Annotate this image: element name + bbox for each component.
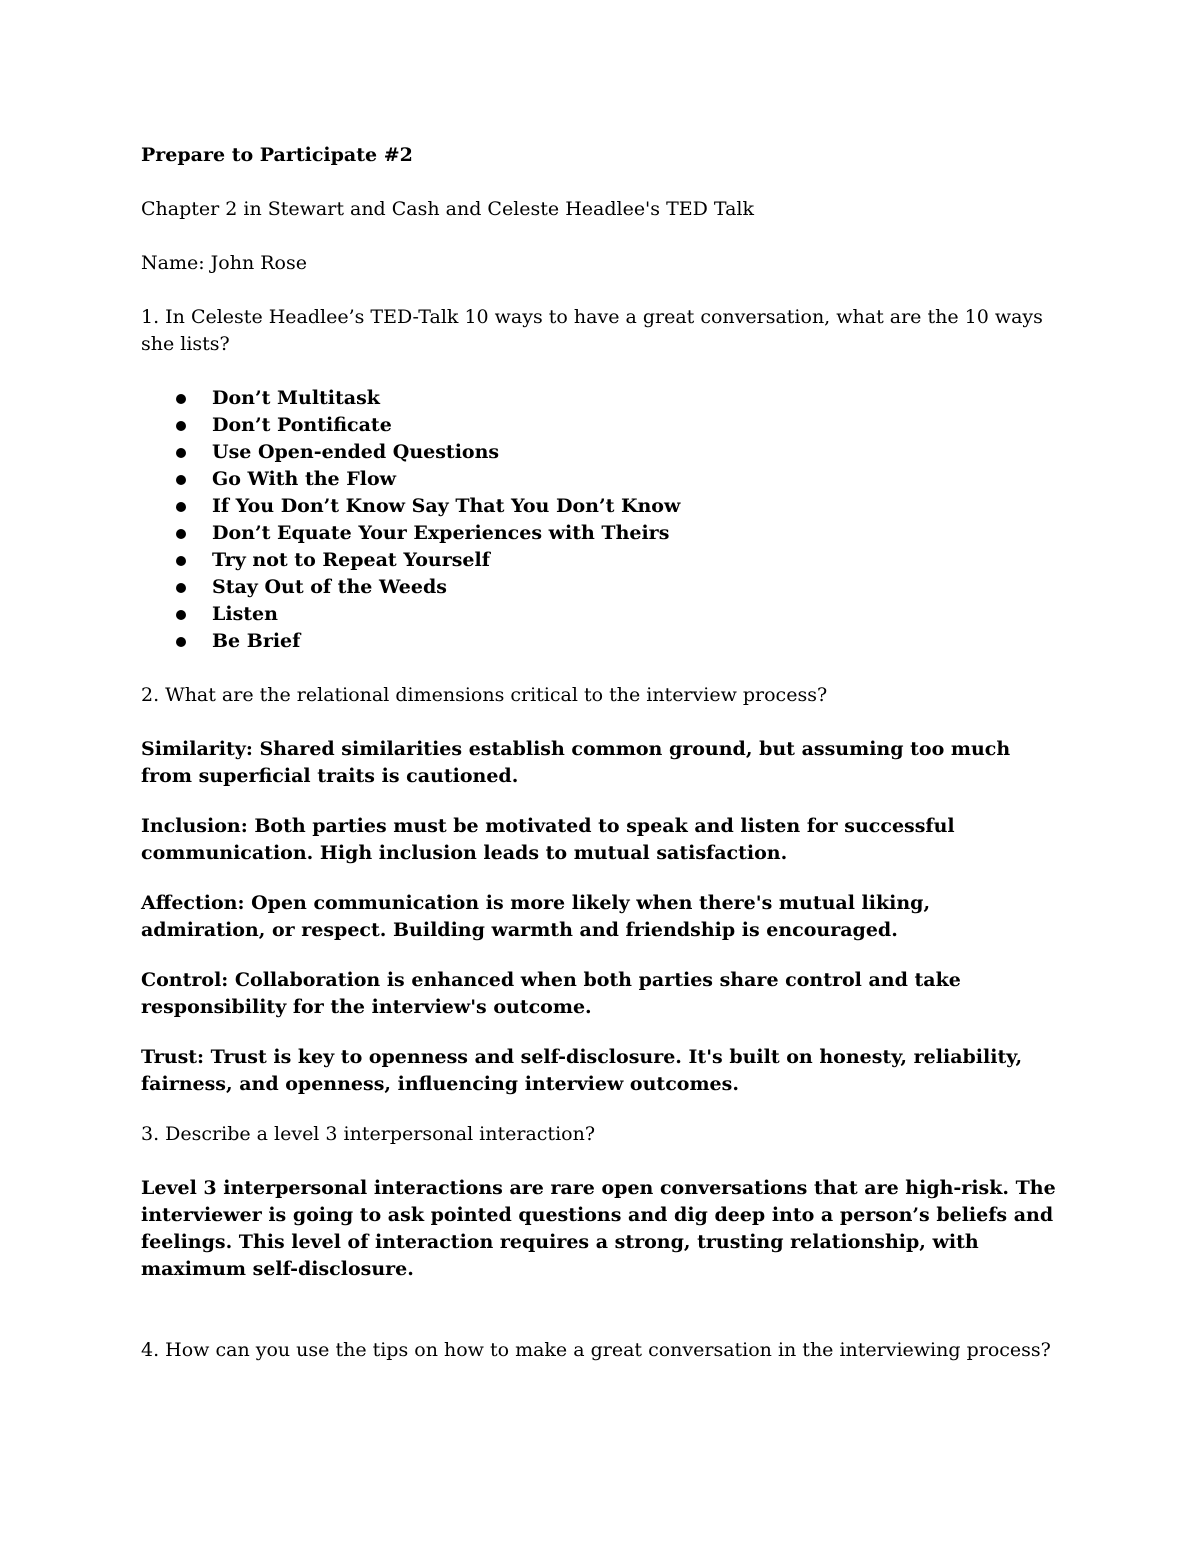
list-item: Go With the Flow [141, 466, 1061, 493]
list-item: Don’t Pontificate [141, 412, 1061, 439]
bullet-icon [176, 448, 186, 458]
ten-ways-list [141, 385, 1061, 655]
document-title: Prepare to Participate #2 [141, 144, 413, 166]
answer-trust: Trust: Trust is key to openness and self-disclosure. It's built on honesty, reliability, fairness, and openness, influencing interview outcomes. [141, 1046, 1023, 1095]
bullet-icon [176, 475, 186, 485]
bullet-icon [176, 502, 186, 512]
list-item: Try not to Repeat Yourself [141, 547, 1061, 574]
answer-inclusion: Inclusion: Both parties must be motivated to speak and listen for successful communication. High inclusion leads to mutual satisfaction. [141, 815, 955, 864]
document-body [141, 142, 1061, 1391]
answer-control: Control: Collaboration is enhanced when both parties share control and take responsibility for the interview's outcome. [141, 969, 961, 1018]
bullet-icon [176, 637, 186, 647]
bullet-icon [176, 556, 186, 566]
answer-similarity: Similarity: Shared similarities establish common ground, but assuming too much from superficial traits is cautioned. [141, 738, 1011, 787]
bullet-icon [176, 610, 186, 620]
document-subtitle: Chapter 2 in Stewart and Cash and Celeste Headlee's TED Talk [141, 198, 755, 220]
name-line: Name: John Rose [141, 252, 307, 274]
list-item: Stay Out of the Weeds [141, 574, 1061, 601]
list-item: Listen [141, 601, 1061, 628]
bullet-icon [176, 394, 186, 404]
list-item: Don’t Multitask [141, 385, 1061, 412]
answer-affection: Affection: Open communication is more likely when there's mutual liking, admiration, or respect. Building warmth and friendship is encouraged. [141, 892, 931, 941]
list-item: Be Brief [141, 628, 1061, 655]
bullet-icon [176, 583, 186, 593]
list-item: If You Don’t Know Say That You Don’t Know [141, 493, 1061, 520]
list-item: Don’t Equate Your Experiences with Theirs [141, 520, 1061, 547]
question-4: 4. How can you use the tips on how to make a great conversation in the interviewing process? [141, 1339, 1051, 1361]
bullet-icon [176, 421, 186, 431]
answer-level-3: Level 3 interpersonal interactions are rare open conversations that are high-risk. The interviewer is going to ask pointed questions and dig deep into a person’s beliefs and feelings. This level of interaction requires a strong, trusting relationship, with maximum self-disclosure. [141, 1177, 1056, 1280]
question-2: 2. What are the relational dimensions critical to the interview process? [141, 684, 828, 706]
bullet-icon [176, 529, 186, 539]
list-item: Use Open-ended Questions [141, 439, 1061, 466]
question-3: 3. Describe a level 3 interpersonal interaction? [141, 1123, 596, 1145]
question-1: 1. In Celeste Headlee’s TED-Talk 10 ways to have a great conversation, what are the 10 ways she lists? [141, 306, 1043, 355]
